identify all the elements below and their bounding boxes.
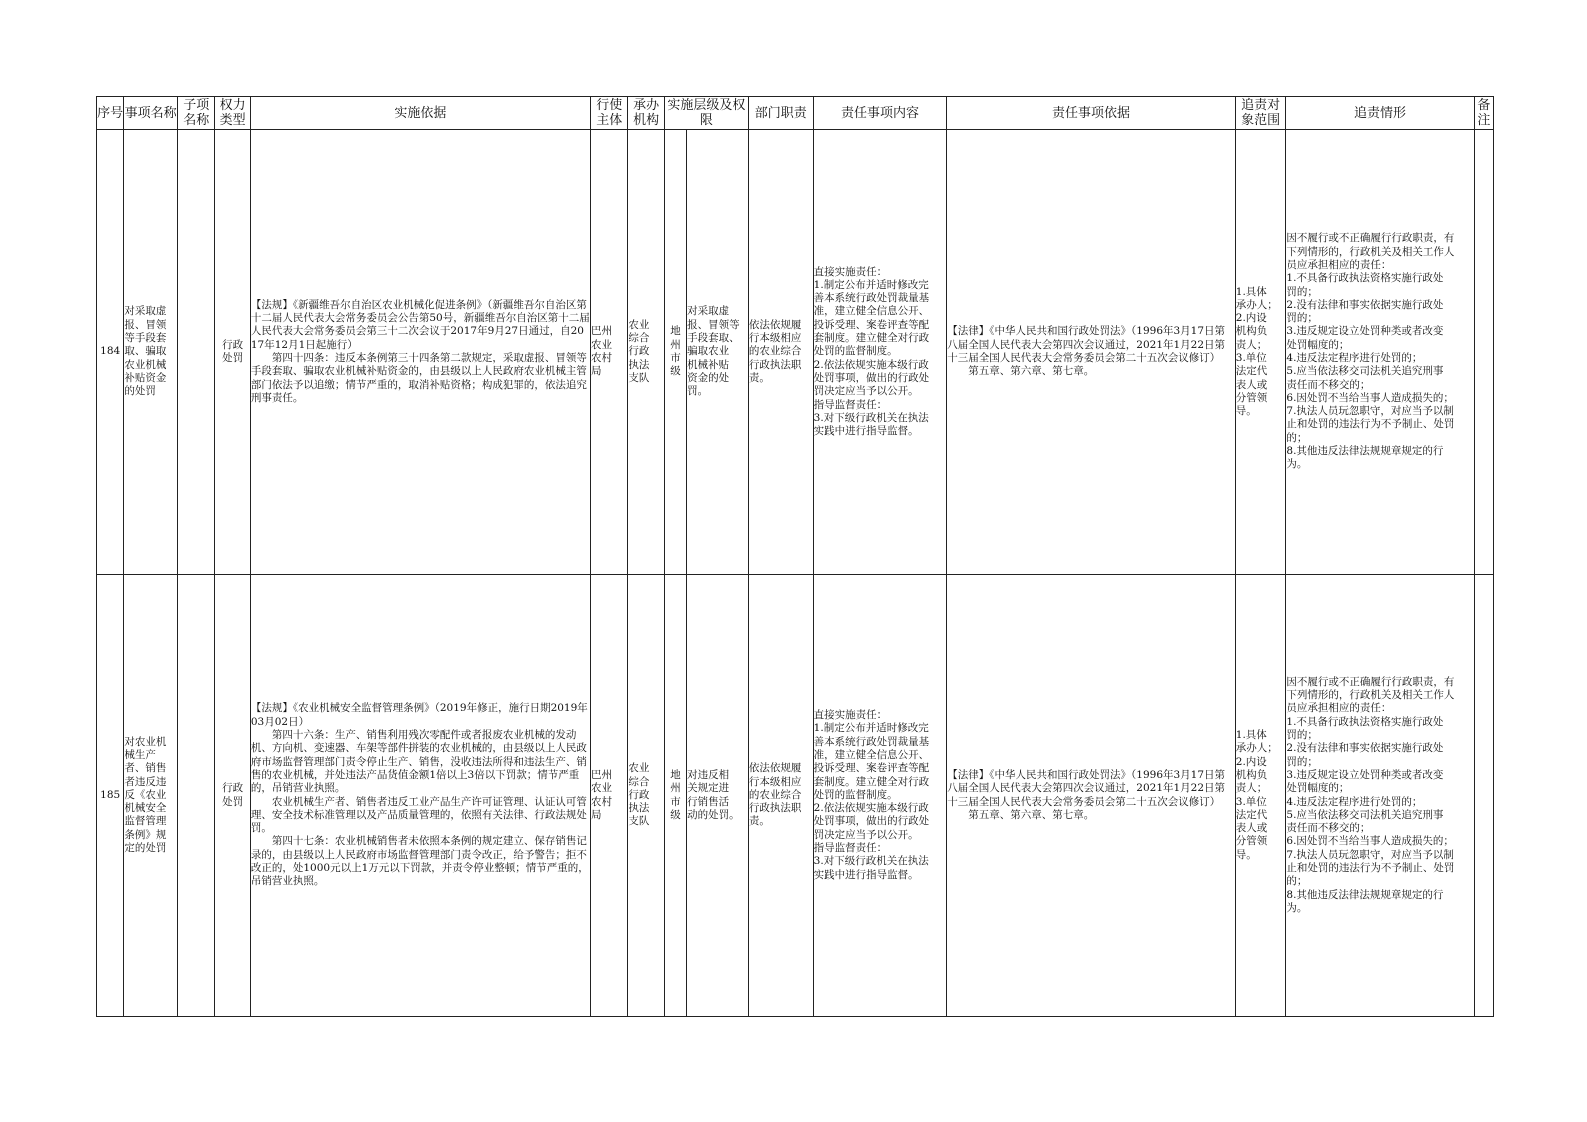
row-type: 行政 处罚 bbox=[215, 130, 250, 575]
row-org: 农业 综合 行政 执法 支队 bbox=[628, 575, 664, 1017]
row-basis2: 【法律】《中华人民共和国行政处罚法》（1996年3月17日第八届全国人民代表大会第四次会议通过，2021年1月22日第十三届全国人民代表大会常务委员会第二十五次会议修订） 第五章、第六章、第七章。 bbox=[947, 575, 1236, 1017]
row-duty: 依法依规履 行本级相应 的农业综合 行政执法职 责。 bbox=[748, 130, 813, 575]
row-type: 行政 处罚 bbox=[215, 575, 250, 1017]
row-basis: 【法规】《新疆维吾尔自治区农业机械化促进条例》（新疆维吾尔自治区第十二届人民代表大会常务委员会公告第50号，新疆维吾尔自治区第十二届人民代表大会常务委员会第三十二次会议于2017年9月27日通过，自2017年12月1日起施行） 第四十四条：违反本条例第三十四条第二款规定，采取虚报、冒领等手段套取、骗取农业机械补贴资金的，由县级以上人民政府农业机械主管部门依法予以追缴；情节严重的，取消补贴资格；构成犯罪的，依法追究刑事责任。 bbox=[250, 130, 590, 575]
row-org: 农业 综合 行政 执法 支队 bbox=[628, 130, 664, 575]
row-note bbox=[1474, 575, 1493, 1017]
row-note bbox=[1474, 130, 1493, 575]
row-level: 地 州 市 级 bbox=[664, 575, 686, 1017]
row-basis2: 【法律】《中华人民共和国行政处罚法》（1996年3月17日第八届全国人民代表大会第四次会议通过，2021年1月22日第十三届全国人民代表大会常务委员会第二十五次会议修订） 第五章、第六章、第七章。 bbox=[947, 130, 1236, 575]
header-name: 事项名称 bbox=[124, 97, 178, 130]
header-basis2: 责任事项依据 bbox=[947, 97, 1236, 130]
row-sub bbox=[177, 575, 214, 1017]
header-duty: 部门职责 bbox=[748, 97, 813, 130]
header-no: 序号 bbox=[97, 97, 124, 130]
power-list-table bbox=[96, 96, 1494, 1017]
row-basis: 【法规】《农业机械安全监督管理条例》（2019年修正，施行日期2019年03月02日） 第四十六条：生产、销售利用残次零配件或者报废农业机械的发动机、方向机、变速器、车架等部件拼装的农业机械的，由县级以上人民政府市场监督管理部门责令停止生产、销售，没收违法所得和违法生产、销售的农业机械，并处违法产品货值金额1倍以上3倍以下罚款；情节严重的，吊销营业执照。 农业机械生产者、销售者违反工业产品生产许可证管理、认证认可管理、安全技术标准管理以及产品质量管理的，依照有关法律、行政法规处罚。 第四十七条：农业机械销售者未依照本条例的规定建立、保存销售记录的，由县级以上人民政府市场监督管理部门责令改正，给予警告；拒不改正的，处1000元以上1万元以下罚款，并责令停业整顿；情节严重的，吊销营业执照。 bbox=[250, 575, 590, 1017]
header-type: 权力类型 bbox=[215, 97, 250, 130]
header-cases: 追责情形 bbox=[1286, 97, 1474, 130]
header-org: 承办机构 bbox=[628, 97, 664, 130]
header-sub: 子项名称 bbox=[177, 97, 214, 130]
table-row bbox=[97, 130, 1494, 575]
row-no: 184 bbox=[97, 130, 124, 575]
header-note: 备注 bbox=[1474, 97, 1493, 130]
row-target: 1.具体 承办人； 2.内设 机构负 责人； 3.单位 法定代 表人或 分管领 导。 bbox=[1235, 130, 1286, 575]
header-basis: 实施依据 bbox=[250, 97, 590, 130]
row-sub bbox=[177, 130, 214, 575]
row-duty: 依法依规履 行本级相应 的农业综合 行政执法职 责。 bbox=[748, 575, 813, 1017]
row-level: 地 州 市 级 bbox=[664, 130, 686, 575]
row-name: 对采取虚 报、冒领 等手段套 取、骗取 农业机械 补贴资金 的处罚 bbox=[124, 130, 178, 575]
row-cases: 因不履行或不正确履行行政职责，有 下列情形的，行政机关及相关工作人 员应承担相应的责任： 1.不具备行政执法资格实施行政处 罚的； 2.没有法律和事实依据实施行政处 罚的； 3.违反规定设立处罚种类或者改变 处罚幅度的； 4.违反法定程序进行处罚的； 5.应当依法移交司法机关追究刑事 责任而不移交的； 6.因处罚不当给当事人造成损失的； 7.执法人员玩忽职守，对应当予以制 止和处罚的违法行为不予制止、处罚 的； 8.其他违反法律法规规章规定的行 为。 bbox=[1286, 575, 1474, 1017]
header-target: 追责对象范围 bbox=[1235, 97, 1286, 130]
row-scope: 对采取虚 报、冒领等 手段套取、 骗取农业 机械补贴 资金的处 罚。 bbox=[687, 130, 749, 575]
header-content: 责任事项内容 bbox=[813, 97, 947, 130]
row-cases: 因不履行或不正确履行行政职责，有 下列情形的，行政机关及相关工作人 员应承担相应的责任： 1.不具备行政执法资格实施行政处 罚的； 2.没有法律和事实依据实施行政处 罚的； 3.违反规定设立处罚种类或者改变 处罚幅度的； 4.违反法定程序进行处罚的； 5.应当依法移交司法机关追究刑事 责任而不移交的； 6.因处罚不当给当事人造成损失的； 7.执法人员玩忽职守，对应当予以制 止和处罚的违法行为不予制止、处罚 的； 8.其他违反法律法规规章规定的行 为。 bbox=[1286, 130, 1474, 575]
header-level: 实施层级及权限 bbox=[664, 97, 748, 130]
row-content: 直接实施责任： 1.制定公布并适时修改完 善本系统行政处罚裁量基 准，建立健全信息公开、 投诉受理、案卷评查等配 套制度。建立健全对行政 处罚的监督制度。 2.依法依规实施本级行政 处罚事项，做出的行政处 罚决定应当予以公开。 指导监督责任： 3.对下级行政机关在执法 实践中进行指导监督。 bbox=[813, 130, 947, 575]
header-row bbox=[97, 97, 1494, 130]
row-target: 1.具体 承办人； 2.内设 机构负 责人； 3.单位 法定代 表人或 分管领 导。 bbox=[1235, 575, 1286, 1017]
row-scope: 对违反相 关规定进 行销售活 动的处罚。 bbox=[687, 575, 749, 1017]
header-subject: 行使主体 bbox=[590, 97, 627, 130]
row-subject: 巴州 农业 农村 局 bbox=[590, 130, 627, 575]
row-subject: 巴州 农业 农村 局 bbox=[590, 575, 627, 1017]
row-name: 对农业机 械生产 者、销售 者违反违 反《农业 机械安全 监督管理 条例》规 定的处罚 bbox=[124, 575, 178, 1017]
table-row bbox=[97, 575, 1494, 1017]
row-content: 直接实施责任： 1.制定公布并适时修改完 善本系统行政处罚裁量基 准，建立健全信息公开、 投诉受理、案卷评查等配 套制度。建立健全对行政 处罚的监督制度。 2.依法依规实施本级行政 处罚事项，做出的行政处 罚决定应当予以公开。 指导监督责任： 3.对下级行政机关在执法 实践中进行指导监督。 bbox=[813, 575, 947, 1017]
row-no: 185 bbox=[97, 575, 124, 1017]
